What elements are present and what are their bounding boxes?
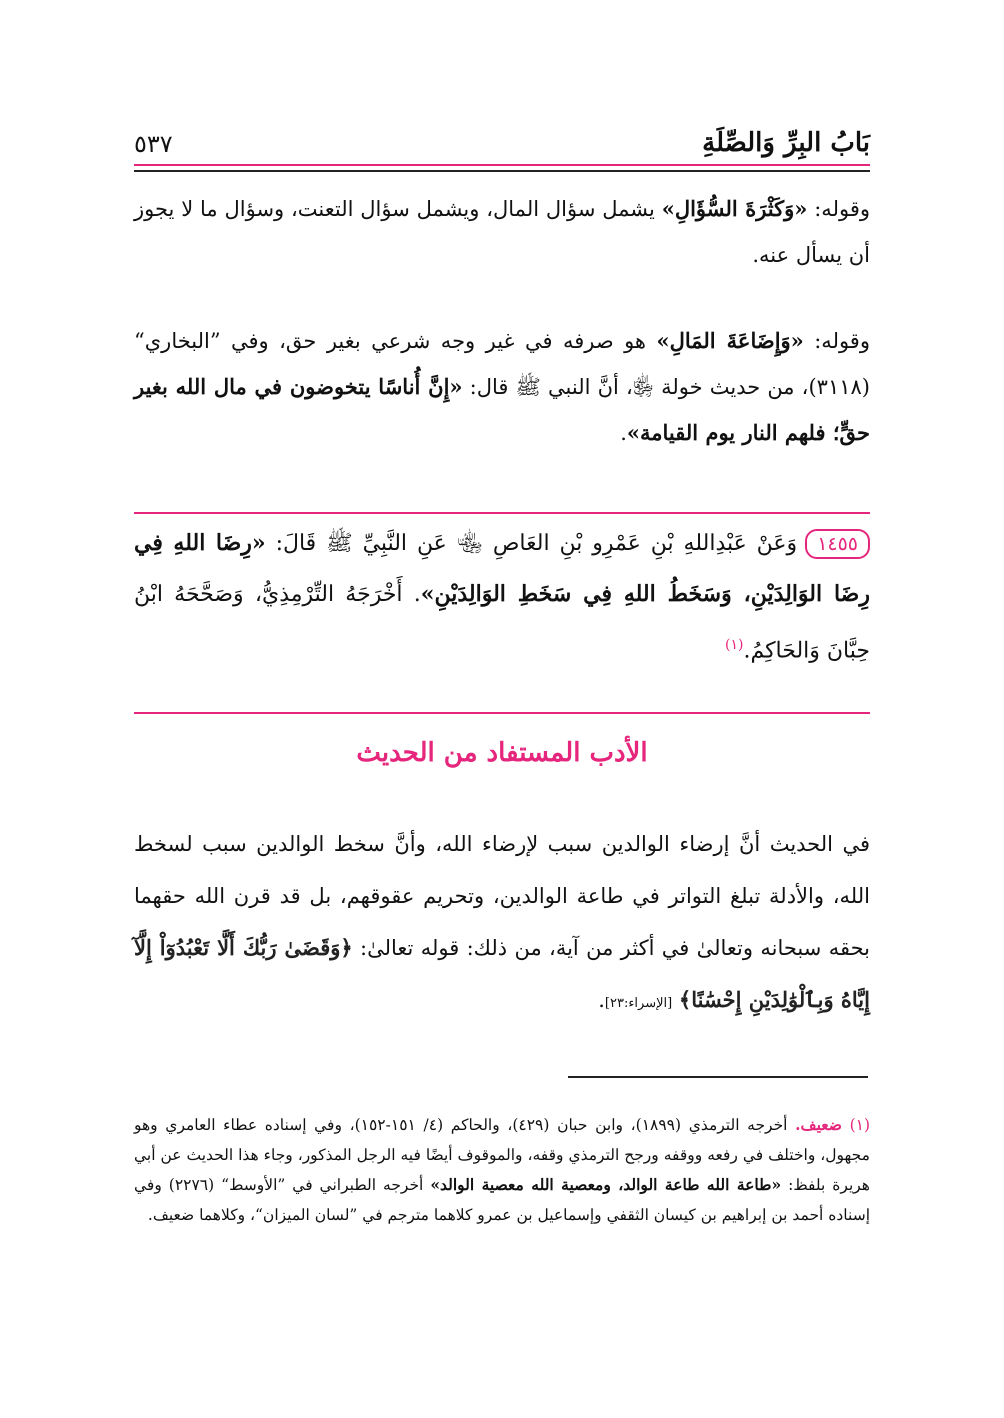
- footnote-reference[interactable]: (١): [724, 637, 744, 653]
- hadith-text: [134, 518, 870, 676]
- hadith-block: [134, 518, 870, 676]
- hadith-text-end: . أَخْرَجَهُ التِّرْمِذِيُّ، وَصَحَّحَهُ ابْنُ حِبَّانَ وَالحَاكِمُ.: [134, 582, 870, 664]
- explanation-paragraph-1: [134, 186, 870, 278]
- p1-intro: وقوله:: [807, 197, 870, 221]
- verse-reference: [الإسراء:٢٣]: [604, 996, 673, 1011]
- footnote-grade: ضعيف.: [795, 1115, 842, 1134]
- page-number: ٥٣٧: [134, 130, 173, 158]
- chapter-title: بَابُ البِرِّ وَالصِّلَةِ: [702, 128, 870, 158]
- p2-quote: «وَإِضَاعَةَ المَالِ»: [656, 328, 804, 353]
- header-rule-black: [134, 170, 870, 172]
- hadith-quote: «رِضَا اللهِ فِي رِضَا الوَالِدَيْنِ، وَسَخَطُ اللهِ فِي سَخَطِ الوَالِدَيْنِ»: [134, 530, 870, 607]
- explanation-paragraph-2: [134, 318, 870, 456]
- quran-verse: ﴿وَقَضَىٰ رَبُّكَ أَلَّا تَعْبُدُوٓاْ إِلَّآ إِيَّاهُ وَبِٱلْوَٰلِدَيْنِ إِحْسَٰنًا﴾: [134, 935, 870, 1012]
- p2-end: .: [620, 421, 627, 445]
- page-header: [134, 118, 870, 176]
- hadith-number-badge: ١٤٥٥: [805, 529, 870, 559]
- footnote-quote: «طاعة الله طاعة الوالد، ومعصية الله معصية الوالد»: [430, 1175, 782, 1194]
- footnote-text-1: أخرجه الترمذي (١٨٩٩)، وابن حبان (٤٢٩)، والحاكم (٤/ ١٥١-١٥٢)، وفي إسناده عطاء العامري وهو مجهول، واختلف في رفعه ووقفه ورجح الترمذي وقفه، والموقوف أيضًا فيه الرجل المذكور، وجاء هذا الحديث عن أبي هريرة بلفظ:: [134, 1116, 870, 1194]
- hadith-top-rule: [134, 512, 870, 514]
- p2-text: هو صرفه في غير وجه شرعي بغير حق، وفي ”البخاري“ (٣١١٨)، من حديث خولة ﵂، أنَّ النبي ﷺ قال:: [134, 329, 870, 399]
- lesson-end: .: [598, 988, 605, 1012]
- footnote-marker: (١): [849, 1116, 871, 1134]
- footnote-separator: [568, 1076, 868, 1078]
- section-title: الأدب المستفاد من الحديث: [356, 738, 648, 768]
- p1-quote: «وَكَثْرَةَ السُّؤَالِ»: [661, 196, 808, 221]
- hadith-text-start: وَعَنْ عَبْدِاللهِ بْنِ عَمْرِو بْنِ العَاصِ ﵄ عَنِ النَّبِيِّ ﷺ قَالَ:: [265, 531, 798, 556]
- lesson-paragraph: [134, 818, 870, 1030]
- header-rule-pink: [134, 164, 870, 166]
- hadith-bottom-rule: [134, 712, 870, 714]
- footnote: [134, 1110, 870, 1230]
- p2-hadith: «إِنَّ أُناسًا يتخوضون في مال الله بغير حقٍّ؛ فلهم النار يوم القيامة»: [134, 374, 870, 445]
- p2-intro: وقوله:: [803, 329, 870, 353]
- footnote-text-2: أخرجه الطبراني في ”الأوسط“ (٢٢٧٦) وفي إسناده أحمد بن إبراهيم بن كيسان الثقفي وإسماعيل بن عمرو كلاهما مترجم في ”لسان الميزان“، وكلاهما ضعيف.: [134, 1176, 870, 1224]
- lesson-text: في الحديث أنَّ إرضاء الوالدين سبب لإرضاء الله، وأنَّ سخط الوالدين سبب لسخط الله، والأدلة تبلغ التواتر في طاعة الوالدين، وتحريم عقوقهم، بل قد قرن الله حقهما بحقه سبحانه وتعالىٰ في أكثر من آية، من ذلك: قوله تعالىٰ:: [134, 832, 870, 960]
- p1-text: يشمل سؤال المال، ويشمل سؤال التعنت، وسؤال ما لا يجوز أن يسأل عنه.: [134, 197, 870, 267]
